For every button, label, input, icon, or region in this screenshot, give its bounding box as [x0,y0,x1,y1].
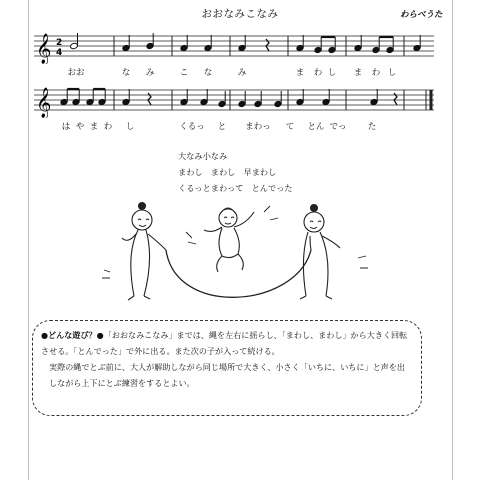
lyric: み [145,68,155,78]
lyric: とん [307,122,325,132]
treble-clef-icon: 𝄞 [36,88,52,118]
lyric: ま [353,68,363,78]
lyric: こ [179,68,189,78]
lyric: は [61,122,71,132]
lyric: まわっ [245,122,271,132]
staff-1-notation [34,30,434,64]
time-sig-top: 2 [56,38,63,48]
how-to-play-note [32,320,422,416]
lyric: や [75,122,85,132]
lyric: て [285,122,295,132]
time-sig-bottom: 4 [56,48,63,58]
lyric: ま [295,68,305,78]
verse-line: 大なみ小なみ [178,151,228,161]
note-paragraph-1: 「おおなみこなみ」までは、縄を左右に揺らし、「まわし、まわし」から大きく回転させる。「とんでった」で外に出る。また次の子が入って続ける。 [41,330,408,356]
lyric: し [125,122,135,132]
note-paragraph-2: 実際の縄でとぶ前に、大人が解助しながら同じ場所で大きく、小さく「いちに、いちに」と声を出しながら上下にとぶ練習をするとよい。 [49,362,405,388]
lyric: し [387,68,397,78]
lyric: ま [89,122,99,132]
lyrics-line-2 [0,120,480,132]
lyric: な [121,68,131,78]
song-title: おおなみこなみ [201,8,279,20]
lyric: わ [103,122,113,132]
music-staff-2 [34,84,434,118]
lyric: わ [313,68,323,78]
verse-line: くるっとまわって とんでった [178,183,293,193]
staff-2-notation [34,84,434,118]
jump-rope-drawing [96,198,376,310]
lyric: み [237,68,247,78]
verse-line: まわし まわし 早まわし [178,167,277,177]
song-genre: わらべうた [400,10,443,20]
lyrics-line-1 [0,66,480,78]
lyric: と [217,122,227,132]
lyric: し [327,68,337,78]
lyric: おお [67,68,85,78]
children-jump-rope-illustration [96,198,376,310]
lyric: でっ [329,122,347,132]
lyric: わ [371,68,381,78]
treble-clef-icon: 𝄞 [36,34,52,64]
lyric: た [367,122,377,132]
verse-text [178,148,293,196]
music-staff-1 [34,30,434,64]
lyric: くるっ [179,122,205,132]
note-label: ●どんな遊び？● [41,330,104,340]
lyric: な [203,68,213,78]
